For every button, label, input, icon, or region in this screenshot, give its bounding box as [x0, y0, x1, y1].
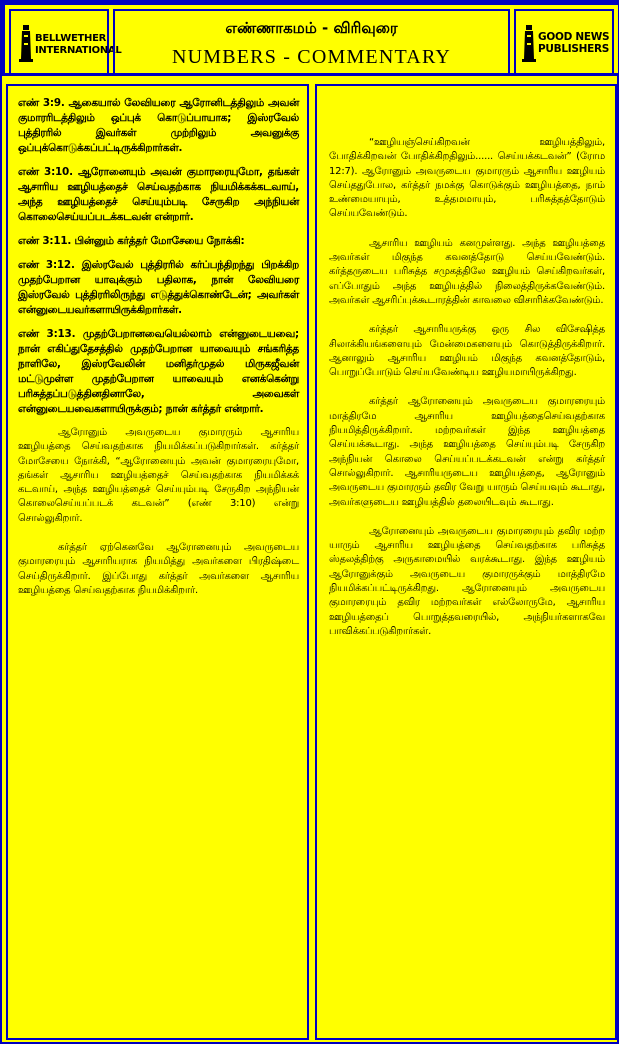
verse-3-9: எண் 3:9. ஆகையால் லேவியரை ஆரோனிடத்திலும் அவன் குமாரரிடத்திலும் ஒப்புக் கொடுப்பாயாக; இஸ்ரவேல் புத்திரரில் இவர்கள் முற்றிலும் அவனுக்கு ஒப்புக்கொடுக்கப்பட்டிருக்கிறார்கள்.: [18, 97, 299, 154]
commentary-paragraph: கர்த்தர் ஏற்கெனவே ஆரோனையும் அவருடைய குமாரரையும் ஆசாரியராக நியமித்து அவர்களை பிரதிஷ்டை செய்திருக்கிறார். இப்போது கர்த்தர் அவர்களை ஆசாரிய ஊழியத்தை செய்வதற்காக நியமிக்கிறார்.: [18, 542, 299, 596]
commentary-paragraph: ஆரோனும் அவருடைய குமாரரும் ஆசாரிய ஊழியத்தை செய்வதற்காக நியமிக்கப்படுகிறார்கள். கர்த்தர் மோசேயை நோக்கி, “ஆரோனையும் அவன் குமாரரையுமோ, தங்கள் ஆசாரிய ஊழியத்தைச் செய்வதற்காக நியமிக்கக் கடவாய், அந்த ஊழியத்தைச் செய்யும்படி சேருகிற அந்நியன் கொலைசெய்யப்படக் கடவன்” (எண் 3:10) என்று சொல்லுகிறார்.: [18, 427, 299, 524]
verse-3-11: எண் 3:11. பின்னும் கர்த்தர் மோசேயை நோக்கி:: [18, 235, 245, 247]
commentary-paragraph: ஆசாரிய ஊழியம் கனமுள்ளது. அந்த ஊழியத்தை அவர்கள் மிகுந்த கவனத்தோடு செய்யவேண்டும். கர்த்தருடைய பரிசுத்த சமுகத்திலே ஊழியம் செய்கிறவர்கள், எப்போதும் அந்த ஊழியத்தில் நிலைத்திருக்கவேண்டும். அவர்கள் ஆசரிப்புக்கூடாரத்தின் காவலை விசாரிக்கவேண்டும்.: [329, 237, 605, 306]
title-box: [113, 9, 510, 75]
page-title-english: NUMBERS - COMMENTARY: [171, 46, 452, 68]
logo-left-line2: INTERNATIONAL: [35, 45, 122, 56]
page-title-tamil: எண்ணாகமம் - விரிவுரை: [225, 19, 398, 37]
logo-left-text: [35, 33, 121, 57]
logo-left-line1: BELLWETHER: [35, 33, 107, 44]
logo-right-line1: GOOD NEWS: [538, 31, 610, 43]
logo-right-line2: PUBLISHERS: [538, 43, 609, 55]
verse-3-10: எண் 3:10. ஆரோனையும் அவன் குமாரரையுமோ, தங்கள் ஆசாரிய ஊழியத்தைச் செய்வதற்காக நியமிக்கக்கடவாய், அந்த ஊழியத்தைச் செய்யும்படி சேருகிற அந்நியன் கொலைசெய்யப்படக்கடவன் என்றார்.: [18, 166, 299, 223]
logo-right-text: [538, 31, 609, 55]
lighthouse-icon: [19, 23, 33, 63]
publisher-logo-right: [514, 9, 614, 75]
commentary-paragraph: கர்த்தர் ஆரோனையும் அவருடைய குமாரரையும் மாத்திரமே ஆசாரிய ஊழியத்தைசெய்வதற்காக நியமித்திருக்கிறார். மற்றவர்கள் இந்த ஊழியத்தை செய்யக்கூடாது. அந்த ஊழியத்தை செய்யும்படி சேருகிற அந்நியன் கொலை செய்யப்படக்கடவன் என்று கர்த்தர் சொல்லுகிறார். ஆசாரியருடைய ஊழியத்தை, ஆரோனும் அவருடைய குமாரரும் தவிர வேறு யாரும் செய்யவும் கூடாது, அவர்களுடைய ஊழியத்தில் தலையிடவும் கூடாது.: [329, 396, 605, 508]
right-column: [315, 84, 617, 1040]
verse-3-13: எண் 3:13. முதற்பேறானவையெல்லாம் என்னுடையவை; நான் எகிப்துதேசத்தில் முதற்பேறான யாவையும் சங்கரித்த நாளிலே, இஸ்ரவேலின் மனிதர்முதல் மிருகஜீவன் மட்டுமுள்ள முதற்பேறான யாவையும் எனக்கென்று பரிசுத்தப்படுத்தினதினாலே, அவைகள் என்னுடையவைகளாயிருக்கும்; நான் கர்த்தர் என்றார்.: [18, 328, 299, 415]
commentary-paragraph: கர்த்தர் ஆசாரியருக்கு ஒரு சில விசேஷித்த சிலாக்கியங்களையும் மேன்மைகளையும் கொடுத்திருக்கிறார். ஆனாலும் ஆசாரிய ஊழியம் மிகுந்த கவனத்தோடும், பொறுப்போடும் செய்யவேண்டிய ஊழியமாயிருக்கிறது.: [329, 324, 605, 379]
publisher-logo-left: [9, 9, 122, 75]
commentary-paragraph: “ஊழியஞ்செய்கிறவன் ஊழியத்திலும், போதிக்கிறவன் போதிக்கிறதிலும்...... செய்யக்கடவன்” (ரோம 12:7). ஆரோனும் அவருடைய குமாரரும் ஆசாரிய ஊழியம் செய்ததுபோல, கர்த்தர் நமக்கு கொடுக்கும் ஊழியத்தை, நாம் உண்மையாயும், உத்தமமாயும், பரிசுத்தத்தோடும் செய்யவேண்டும்.: [329, 137, 605, 220]
left-column: [6, 84, 309, 1040]
verse-3-12: எண் 3:12. இஸ்ரவேல் புத்திரரில் கர்ப்பந்திறந்து பிறக்கிற முதற்பேறான யாவுக்கும் பதிலாக, நான் லேவியரை இஸ்ரவேல் புத்திரரிலிருந்து எடுத்துக்கொண்டேன்; அவர்கள் என்னுடையவர்களாயிருக்கிறார்கள்.: [18, 259, 299, 316]
page-header: [2, 2, 619, 76]
commentary-paragraph: ஆரோனையும் அவருடைய குமாரரையும் தவிர மற்ற யாரும் ஆசாரிய ஊழியத்தை செய்வதற்காக பரிசுத்த ஸ்தலத்திற்கு அருகாமையில் வரக்கூடாது. இந்த ஊழியம் ஆரோனுக்கும் அவருடைய குமாரருக்கும் மாத்திரமே நியமிக்கப்பட்டிருக்கிறது. ஆரோனையும் அவருடைய குமாரரையும் தவிர மற்றவர்கள் எல்லோருமே, ஆசாரிய ஊழியத்தைப் பொறுத்தவரையில், அந்நியர்களாகவே பாவிக்கப்படுகிறார்கள்.: [329, 525, 605, 637]
lighthouse-icon: [522, 23, 536, 63]
